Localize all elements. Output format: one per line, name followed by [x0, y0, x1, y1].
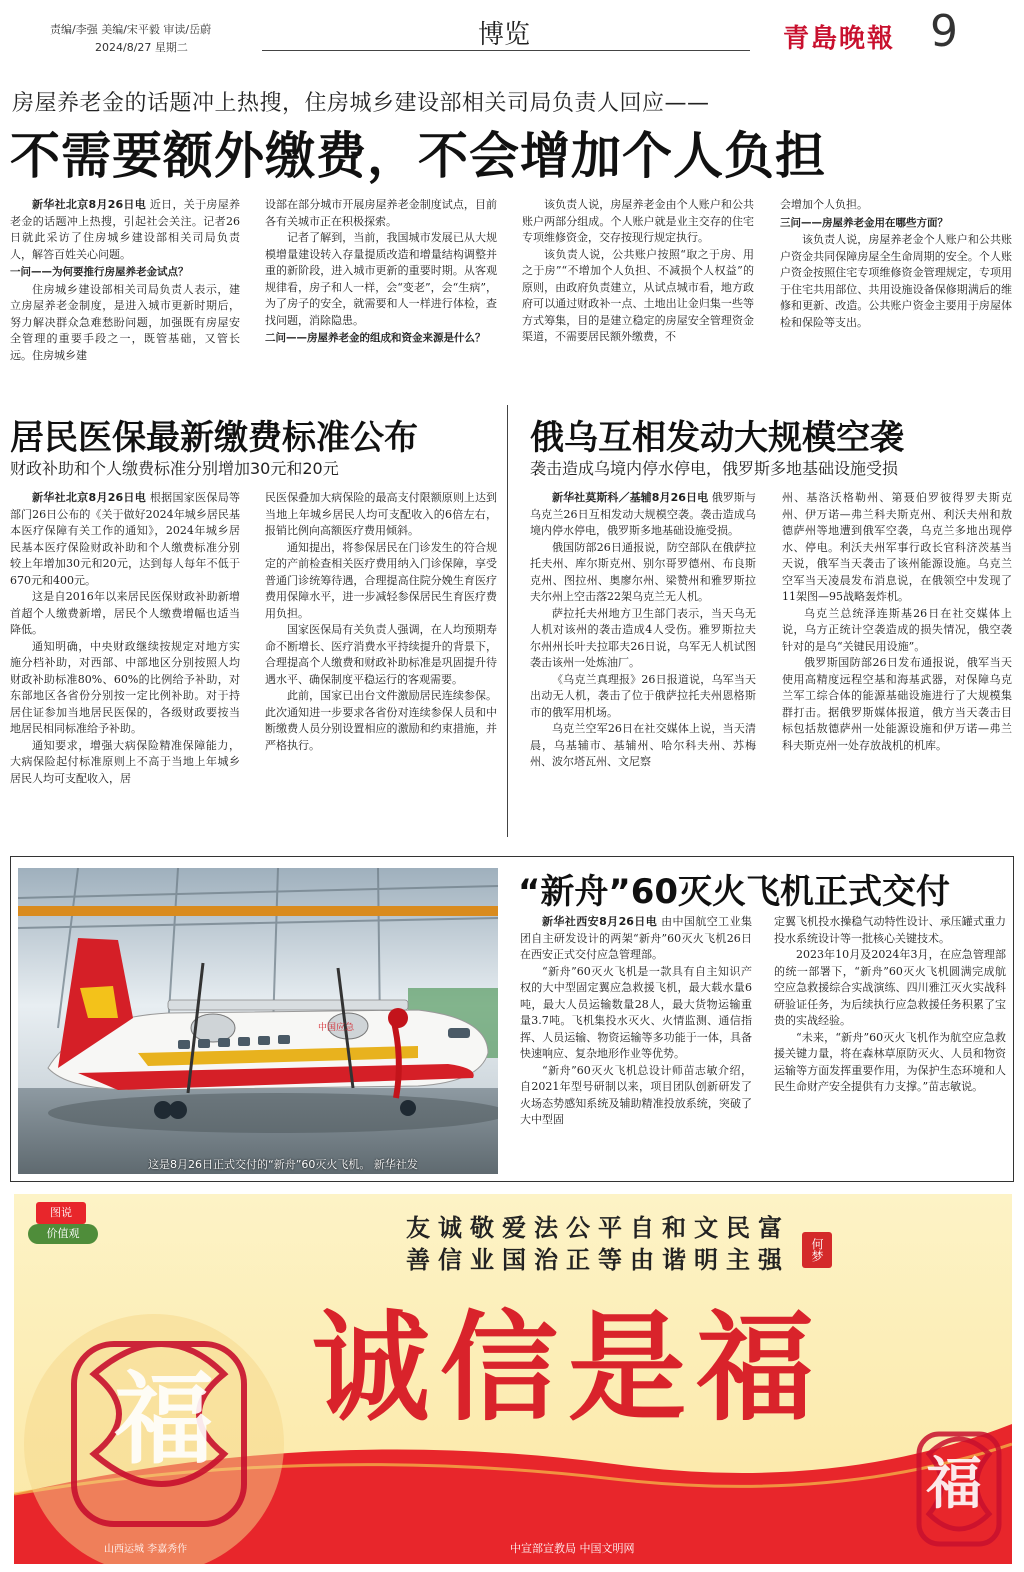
article4-headline: “新舟”60灭火飞机正式交付	[518, 872, 951, 912]
article1-col1: 新华社北京8月26日电 近日，关于房屋养老金的话题冲上热搜，引起社会关注。记者26日就此采访了住房城乡建设部相关司局负责人，解答百姓关心问题。 一问——为何要推行房屋养老金试点？ 住房城乡建设部相关司局负责人表示，建立房屋养老金制度，是进入城市更新时期后，努力解决群众急难愁盼问题，加强既有房屋安全管理的重要手段之一，既管基础，又管长远。住房城乡建	[10, 198, 240, 362]
values-poster	[14, 1194, 1012, 1564]
article1-col4: 会增加个人负担。 三问——房屋养老金用在哪些方面？ 该负责人说，房屋养老金个人账户和公共账户资金共同保障房屋全生命周期的安全。个人账户资金按照住宅专项维修资金管理规定，专项用于住宅共用部位、共用设施设备保修期满后的维修和更新、改造。公共账户资金主要用于房屋体检和保险等支出。	[780, 198, 1012, 329]
article1-question2: 二问——房屋养老金的组成和资金来源是什么？	[265, 332, 486, 344]
poster-badge-top: 图说	[36, 1202, 86, 1224]
poster-badge-bottom: 价值观	[28, 1224, 98, 1244]
artist-seal: 何梦	[802, 1232, 832, 1268]
article2-col2: 民医保叠加大病保险的最高支付限额原则上达到当地上年城乡居民人均可支配收入的6倍左右，报销比例向高额医疗费用倾斜。 通知提出，将参保居民在门诊发生的符合规定的产前检查相关医疗费用纳入门诊保障，享受普通门诊统筹待遇，合理提高住院分娩生育医疗费用保障水平，进一步减轻参保居民生育医疗费用负担。 国家医保局有关负责人强调，在人均预期寿命不断增长、医疗消费水平持续提升的背景下，合理提高个人缴费和财政补助标准是巩固提升待遇水平、确保制度平稳运行的客观需要。 此前，国家已出台文件激励居民连续参保。此次通知进一步要求各省份对连续参保人员和中断缴费人员分别设置相应的激励和约束措施，并严格执行。	[265, 491, 497, 752]
article3-col1: 新华社莫斯科／基辅8月26日电 俄罗斯与乌克兰26日互相发动大规模空袭。袭击造成乌境内停水停电，俄罗斯多地基础设施受损。 俄国防部26日通报说，防空部队在俄萨拉托夫州、库尔斯克州、别尔哥罗德州、布良斯克州、图拉州、奥廖尔州、梁赞州和雅罗斯拉夫尔州上空击落22架乌克兰无人机。 萨拉托夫州地方卫生部门表示，当天乌无人机对该州的袭击造成4人受伤。雅罗斯拉夫尔州州长叶夫拉耶夫26日说，乌军无人机试图袭击该州一处炼油厂。 《乌克兰真理报》26日报道说，乌军当天出动无人机，袭击了位于俄萨拉托夫州恩格斯市的俄军用机场。 乌克兰空军26日在社交媒体上说，当天清晨，乌基辅市、基辅州、哈尔科夫州、苏梅州、波尔塔瓦州、文尼察	[530, 491, 756, 768]
article2-subhead: 财政补助和个人缴费标准分别增加30元和20元	[10, 459, 339, 478]
article3-dateline: 新华社莫斯科／基辅8月26日电	[552, 491, 709, 504]
plane-livery-text: 中国应急	[318, 1023, 355, 1033]
header-rule	[262, 50, 750, 51]
newspaper-brand: 青島晚報	[783, 24, 896, 54]
article2-dateline: 新华社北京8月26日电	[32, 491, 147, 504]
article1-question3: 三问——房屋养老金用在哪些方面？	[780, 216, 948, 229]
article4-dateline: 新华社西安8月26日电	[542, 915, 658, 928]
plane-illustration	[18, 868, 498, 1174]
issue-date: 2024/8/27 星期二	[95, 41, 188, 54]
article2-col1: 新华社北京8月26日电 根据国家医保局等部门26日公布的《关于做好2024年城乡居民基本医疗保障有关工作的通知》，2024年城乡居民基本医疗保险财政补助和个人缴费标准分别较上年增加30元和20元，达到每人每年不低于670元和400元。 这是自2016年以来居民医保财政补助新增首超个人缴费新增，居民个人缴费增幅也适当降低。 通知明确，中央财政继续按规定对地方实施分档补助，对西部、中部地区分别按照人均财政补助标准80%、60%的比例给予补助，对东部地区各省份分别按一定比例补助。对于持居住证参加当地居民医保的，各级财政要按当地居民相同标准给予补助。 通知要求，增强大病保险精准保障能力，大病保险起付标准原则上不高于当地上年城乡居民人均可支配收入，居	[10, 491, 240, 785]
values-line1: 友诚敬爱法公平自和文民富	[406, 1213, 790, 1242]
photo-caption: 这是8月26日正式交付的“新舟”60灭火飞机。 新华社发	[148, 1158, 418, 1171]
plane-photo	[18, 868, 498, 1174]
papercut-fu-right: 福	[926, 1451, 982, 1517]
papercut-fu-left: 福	[114, 1360, 214, 1478]
article1-headline: 不需要额外缴费，不会增加个人负担	[10, 127, 826, 185]
article3-headline: 俄乌互相发动大规模空袭	[530, 418, 904, 458]
article3-subhead: 袭击造成乌境内停水停电，俄罗斯多地基础设施受损	[530, 459, 899, 478]
values-line2: 善信业国治正等由谐明主强	[406, 1245, 790, 1274]
article1-question1: 一问——为何要推行房屋养老金试点？	[10, 266, 189, 278]
section-title: 博览	[478, 20, 531, 50]
artist-credit: 山西运城 李嘉秀作	[104, 1544, 188, 1555]
article1-col3: 该负责人说，房屋养老金由个人账户和公共账户两部分组成。个人账户就是业主交存的住宅专项维修资金，交存按现行规定执行。 该负责人说，公共账户按照“取之于房、用之于房”“不增加个人负担、不减损个人权益”的原则，由政府负责建立，从试点城市看，地方政府可以通过财政补一点、土地出让金归集一些等方式筹集，目的是建立稳定的房屋安全管理资金渠道，不需要居民额外缴费，不	[522, 198, 754, 343]
page-number: 9	[930, 6, 958, 57]
editor-credits: 责编/李强 美编/宋平毅 审读/岳蔚	[50, 23, 212, 36]
article2-headline: 居民医保最新缴费标准公布	[10, 418, 418, 458]
article1-kicker: 房屋养老金的话题冲上热搜，住房城乡建设部相关司局负责人回应——	[12, 91, 710, 116]
article4-col1: 新华社西安8月26日电 由中国航空工业集团自主研发设计的两架“新舟”60灭火飞机26日在西安正式交付应急管理部。 “新舟”60灭火飞机是一款具有自主知识产权的大中型固定翼应急救援飞机，最大载水量6吨，最大人员运输数量28人，最大货物运输重量3.7吨。飞机集投水灭火、火情监测、通信指挥、人员运输、物资运输等多功能于一体，具备快速响应、复杂地形作业等优势。 “新舟”60灭火飞机总设计师苗志敏介绍，自2021年型号研制以来，项目团队创新研发了火场态势感知系统及辅助精准投放系统，突破了大中型固	[520, 915, 752, 1126]
column-divider	[507, 405, 508, 837]
article3-col2: 州、基洛沃格勒州、第聂伯罗彼得罗夫斯克州、伊万诺—弗兰科夫斯克州、利沃夫州和敖德萨州等地遭到俄军空袭，乌克兰多地出现停水、停电。利沃夫州军事行政长官科济茨基当天说，俄军当天袭击了该州能源设施。乌克兰空军当天凌晨发布消息说，在俄领空中发现了11架图—95战略轰炸机。 乌克兰总统泽连斯基26日在社交媒体上说，乌方正统计空袭造成的损失情况，俄空袭针对的是乌“关键民用设施”。 俄罗斯国防部26日发布通报说，俄军当天使用高精度远程空基和海基武器，对保障乌克兰军工综合体的能源基础设施进行了大规模集群打击。据俄罗斯媒体报道，俄方当天袭击目标包括敖德萨州一处能源设施和伊万诺—弗兰科夫斯克州一处存放战机的机库。	[782, 491, 1012, 752]
poster-sponsors: 中宣部宣教局 中国文明网	[510, 1542, 635, 1555]
article1-col2: 设部在部分城市开展房屋养老金制度试点，目前各有关城市正在积极探索。 记者了解到，当前，我国城市发展已从大规模增量建设转入存量提质改造和增量结构调整并重的新阶段，进入城市更新的重要时期。从客观规律看，房子和人一样，会“变老”，会“生病”，为了房子的安全，就需要和人一样进行体检，查找问题，消除隐患。 二问——房屋养老金的组成和资金来源是什么？	[265, 197, 497, 389]
article1-dateline: 新华社北京8月26日电	[32, 198, 147, 211]
poster-slogan: 诚信是福	[312, 1299, 825, 1437]
article4-col2: 定翼飞机投水操稳气动特性设计、承压罐式重力投水系统设计等一批核心关键技术。 2023年10月及2024年3月，在应急管理部的统一部署下，“新舟”60灭火飞机圆满完成航空应急救援综合实战演练、四川雅江灭火实战科研验证任务，为后续执行应急救援任务积累了宝贵的实战经验。 “未来，“新舟”60灭火飞机作为航空应急救援关键力量，将在森林草原防灭火、人员和物资运输等方面发挥重要作用，为保护生态环境和人民生命财产安全提供有力支撑。”苗志敏说。	[774, 915, 1006, 1093]
